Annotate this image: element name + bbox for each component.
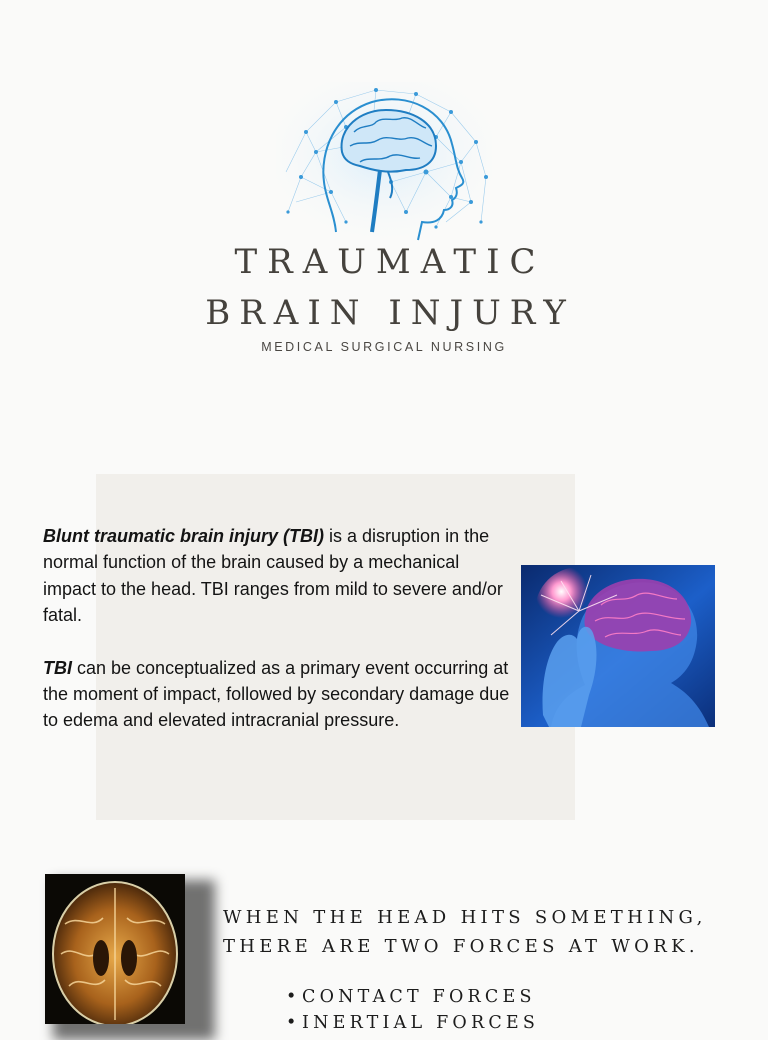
brain-scan-image — [45, 874, 185, 1024]
list-item: • CONTACT FORCES — [286, 984, 539, 1010]
forces-heading-line-2: THERE ARE TWO FORCES AT WORK. — [223, 936, 699, 957]
title-line-1: TRAUMATIC — [234, 242, 546, 282]
forces-heading — [223, 903, 707, 961]
forces-heading-line-1: WHEN THE HEAD HITS SOMETHING, — [223, 907, 707, 928]
intro-paragraph-1 — [43, 523, 513, 629]
list-item: • INERTIAL FORCES — [286, 1010, 539, 1036]
intro-paragraph-2 — [43, 655, 513, 734]
headache-brain-image — [521, 565, 715, 727]
forces-list — [286, 984, 539, 1036]
term-tbi: TBI — [43, 657, 72, 678]
brain-network-illustration — [276, 82, 492, 242]
term-blunt-tbi: Blunt traumatic brain injury (TBI) — [43, 526, 325, 546]
intro-text — [43, 523, 513, 760]
intro-paragraph-1-text: is a disruption in the normal function of the brain caused by a mechanical impact to the head. TBI ranges from mild to severe and/or fatal. — [43, 526, 503, 626]
subtitle: MEDICAL SURGICAL NURSING — [261, 340, 507, 354]
title-line-2: BRAIN INJURY — [205, 293, 575, 333]
intro-paragraph-2-text: can be conceptualized as a primary event occurring at the moment of impact, followed by secondary damage due to edema and elevated intracranial pressure. — [43, 657, 510, 731]
